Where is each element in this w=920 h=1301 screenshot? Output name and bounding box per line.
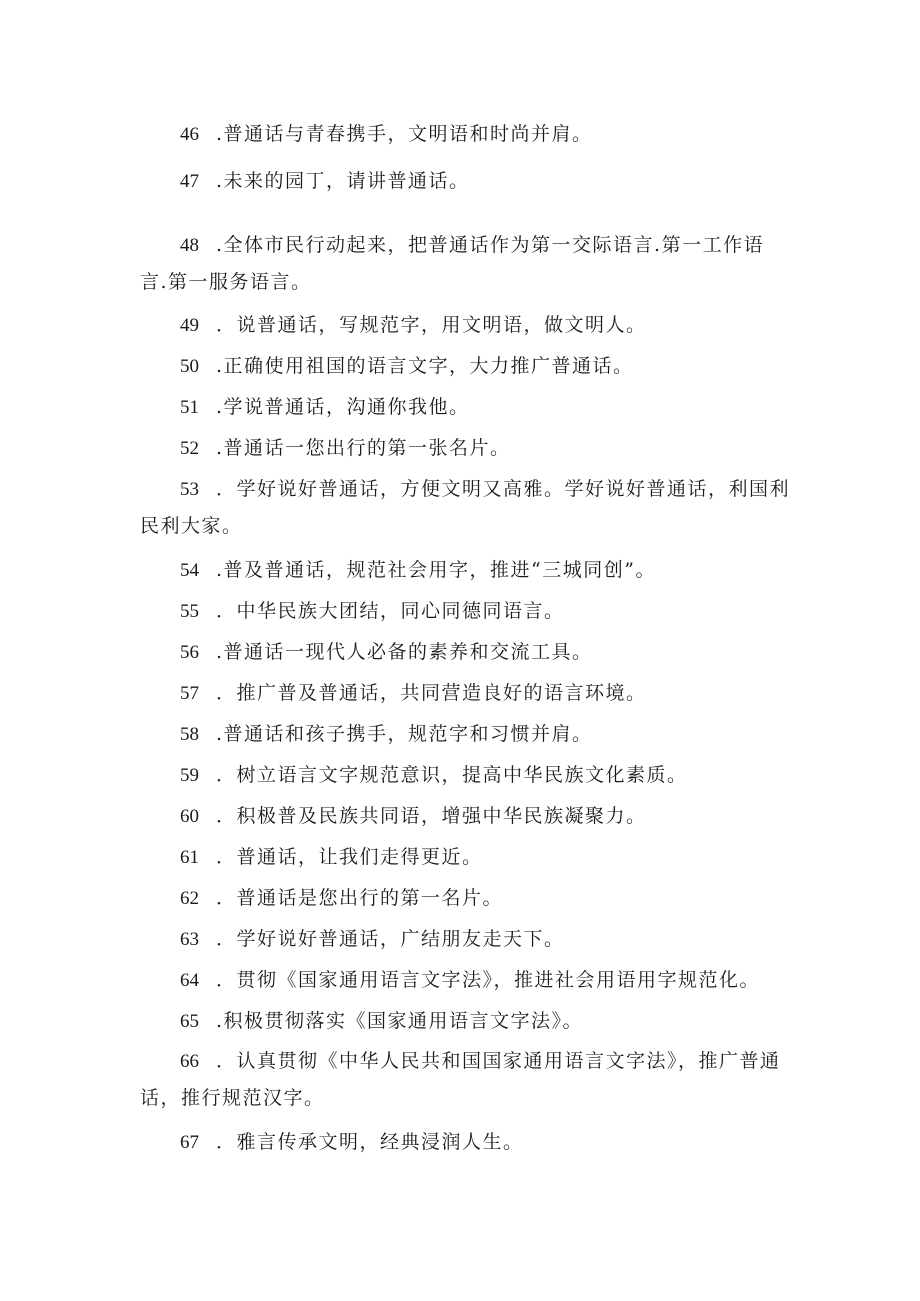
list-item bbox=[140, 798, 780, 835]
item-text: .普通话一现代人必备的素养和交流工具。 bbox=[216, 641, 593, 663]
list-item bbox=[140, 227, 780, 301]
item-number: 54 bbox=[180, 560, 199, 581]
list-item bbox=[140, 921, 780, 958]
list-item bbox=[140, 389, 780, 426]
item-text: .全体市民行动起来，把普通话作为第一交际语言.第一工作语 bbox=[216, 234, 765, 256]
list-item bbox=[140, 552, 780, 589]
list-item bbox=[140, 163, 780, 200]
item-number: 58 bbox=[180, 724, 199, 745]
item-text: ．树立语言文字规范意识，提高中华民族文化素质。 bbox=[216, 764, 688, 786]
list-item bbox=[140, 1003, 780, 1040]
list-item bbox=[140, 962, 780, 999]
list-item bbox=[140, 757, 780, 794]
item-number: 50 bbox=[180, 356, 199, 377]
item-number: 66 bbox=[180, 1051, 199, 1072]
item-number: 60 bbox=[180, 806, 199, 827]
item-text: .普通话和孩子携手，规范字和习惯并肩。 bbox=[216, 723, 593, 745]
item-number: 48 bbox=[180, 235, 199, 256]
list-item bbox=[140, 1124, 780, 1161]
item-text-continued: 民利大家。 bbox=[140, 515, 243, 537]
list-item bbox=[140, 880, 780, 917]
item-text: .普及普通话，规范社会用字，推进“三城同创”。 bbox=[216, 559, 656, 581]
item-text: .普通话与青春携手，文明语和时尚并肩。 bbox=[216, 123, 593, 145]
item-number: 52 bbox=[180, 438, 199, 459]
item-number: 53 bbox=[180, 479, 199, 500]
list-item bbox=[140, 116, 780, 153]
item-text: .普通话一您出行的第一张名片。 bbox=[216, 437, 511, 459]
item-number: 61 bbox=[180, 847, 199, 868]
list-item bbox=[140, 1043, 780, 1117]
list-item bbox=[140, 471, 791, 545]
item-text: ．贯彻《国家通用语言文字法》，推进社会用语用字规范化。 bbox=[216, 969, 761, 991]
item-text: ．说普通话，写规范字，用文明语，做文明人。 bbox=[216, 314, 647, 336]
item-text: ．学好说好普通话，方便文明又高雅。学好说好普通话，利国利 bbox=[216, 478, 791, 500]
list-item bbox=[140, 593, 780, 630]
item-number: 63 bbox=[180, 929, 199, 950]
item-text: ．学好说好普通话，广结朋友走天下。 bbox=[216, 928, 565, 950]
item-number: 46 bbox=[180, 124, 199, 145]
list-item bbox=[140, 634, 780, 671]
item-number: 67 bbox=[180, 1132, 199, 1153]
item-text: ．雅言传承文明，经典浸润人生。 bbox=[216, 1131, 524, 1153]
item-text: ．推广普及普通话，共同营造良好的语言环境。 bbox=[216, 682, 647, 704]
item-text: .正确使用祖国的语言文字，大力推广普通话。 bbox=[216, 355, 634, 377]
item-number: 62 bbox=[180, 888, 199, 909]
list-item bbox=[140, 430, 780, 467]
item-text: .学说普通话，沟通你我他。 bbox=[216, 396, 470, 418]
item-number: 55 bbox=[180, 601, 199, 622]
item-number: 57 bbox=[180, 683, 199, 704]
item-text: ．普通话是您出行的第一名片。 bbox=[216, 887, 504, 909]
item-text: .未来的园丁，请讲普通话。 bbox=[216, 170, 470, 192]
item-number: 65 bbox=[180, 1011, 199, 1032]
item-number: 64 bbox=[180, 970, 199, 991]
item-number: 59 bbox=[180, 765, 199, 786]
list-item bbox=[140, 348, 780, 385]
list-item bbox=[140, 307, 780, 344]
item-number: 47 bbox=[180, 171, 199, 192]
item-text-continued: 话，推行规范汉字。 bbox=[140, 1087, 325, 1109]
item-text: ．普通话，让我们走得更近。 bbox=[216, 846, 483, 868]
item-number: 56 bbox=[180, 642, 199, 663]
list-item bbox=[140, 839, 780, 876]
item-text: ．积极普及民族共同语，增强中华民族凝聚力。 bbox=[216, 805, 647, 827]
item-text: .积极贯彻落实《国家通用语言文字法》。 bbox=[216, 1010, 584, 1032]
item-number: 51 bbox=[180, 397, 199, 418]
item-text: ．中华民族大团结，同心同德同语言。 bbox=[216, 600, 565, 622]
list-item bbox=[140, 675, 780, 712]
item-number: 49 bbox=[180, 315, 199, 336]
item-text-continued: 言.第一服务语言。 bbox=[140, 271, 312, 293]
list-item bbox=[140, 716, 780, 753]
item-text: ．认真贯彻《中华人民共和国国家通用语言文字法》，推广普通 bbox=[216, 1050, 781, 1072]
